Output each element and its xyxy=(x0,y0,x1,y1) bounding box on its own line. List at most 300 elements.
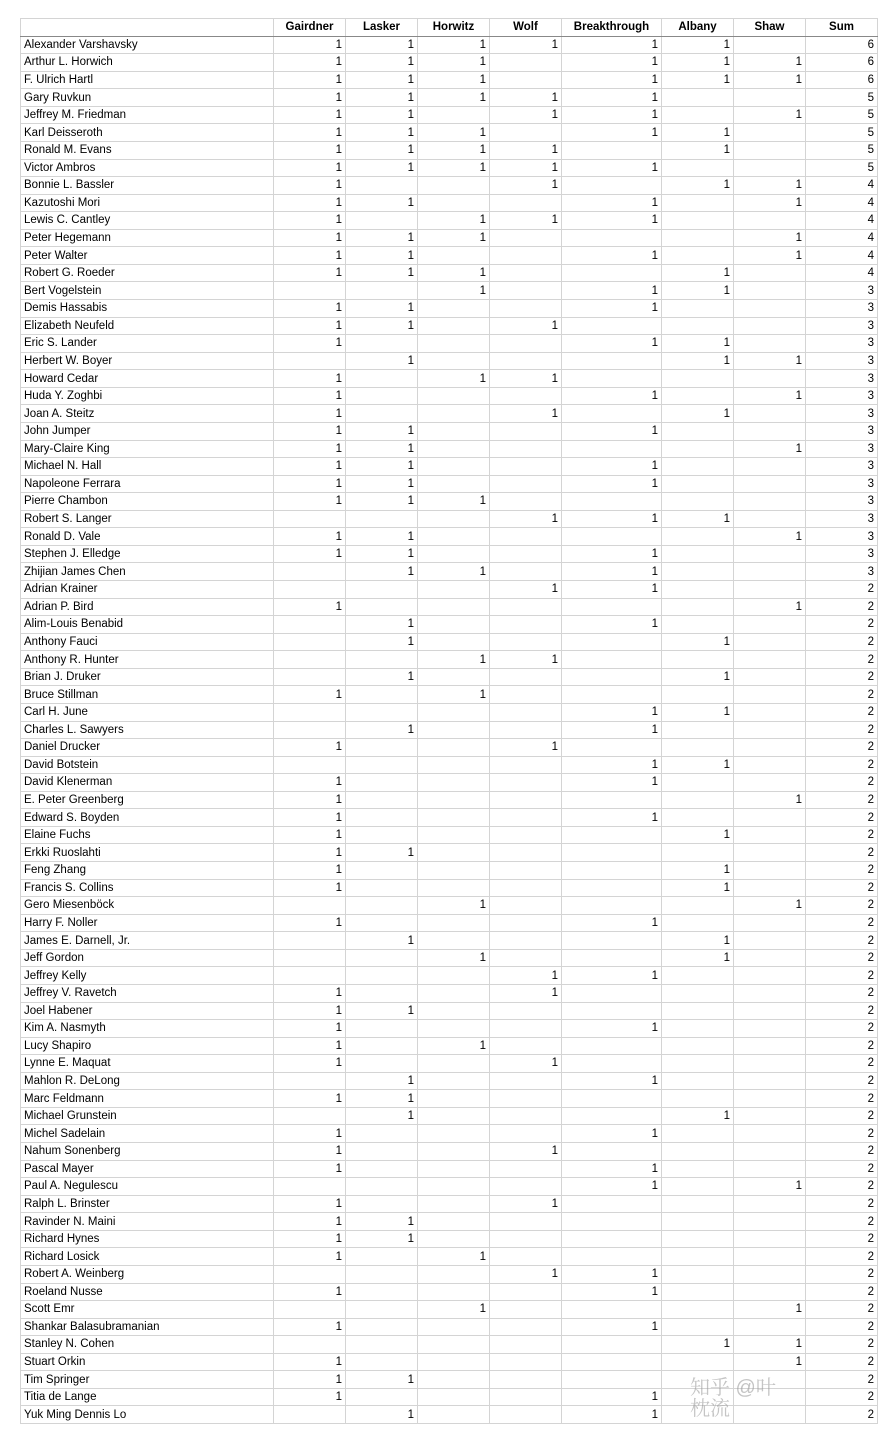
person-name-cell: Francis S. Collins xyxy=(21,879,274,897)
award-cell-breakthrough xyxy=(562,264,662,282)
award-cell-lasker xyxy=(346,949,418,967)
award-cell-wolf xyxy=(490,493,562,511)
award-cell-breakthrough xyxy=(562,1143,662,1161)
award-cell-breakthrough: 1 xyxy=(562,194,662,212)
award-cell-gairdner: 1 xyxy=(274,36,346,54)
award-cell-breakthrough: 1 xyxy=(562,422,662,440)
sum-cell: 6 xyxy=(806,36,878,54)
award-cell-shaw xyxy=(734,914,806,932)
award-cell-albany xyxy=(662,106,734,124)
table-row xyxy=(21,405,878,423)
sum-cell: 2 xyxy=(806,739,878,757)
table-row xyxy=(21,1371,878,1389)
award-cell-albany xyxy=(662,1125,734,1143)
award-cell-horwitz xyxy=(418,739,490,757)
award-cell-gairdner: 1 xyxy=(274,370,346,388)
award-cell-wolf: 1 xyxy=(490,651,562,669)
person-name-cell: Zhijian James Chen xyxy=(21,563,274,581)
table-row xyxy=(21,475,878,493)
award-cell-gairdner: 1 xyxy=(274,1090,346,1108)
award-cell-horwitz xyxy=(418,352,490,370)
award-cell-albany: 1 xyxy=(662,335,734,353)
award-cell-breakthrough: 1 xyxy=(562,545,662,563)
award-cell-wolf xyxy=(490,528,562,546)
award-cell-gairdner: 1 xyxy=(274,826,346,844)
award-cell-gairdner xyxy=(274,1265,346,1283)
table-row xyxy=(21,1265,878,1283)
award-cell-shaw: 1 xyxy=(734,71,806,89)
award-cell-horwitz xyxy=(418,932,490,950)
award-cell-lasker: 1 xyxy=(346,141,418,159)
award-cell-shaw xyxy=(734,1055,806,1073)
person-name-cell: Feng Zhang xyxy=(21,862,274,880)
person-name-cell: Jeffrey Kelly xyxy=(21,967,274,985)
sum-cell: 3 xyxy=(806,528,878,546)
award-cell-horwitz: 1 xyxy=(418,54,490,72)
award-cell-breakthrough xyxy=(562,668,662,686)
award-cell-gairdner: 1 xyxy=(274,1371,346,1389)
award-cell-shaw xyxy=(734,1072,806,1090)
award-cell-wolf xyxy=(490,1213,562,1231)
award-cell-wolf xyxy=(490,897,562,915)
award-cell-gairdner xyxy=(274,949,346,967)
column-header-albany: Albany xyxy=(662,19,734,37)
award-cell-wolf xyxy=(490,194,562,212)
award-cell-albany: 1 xyxy=(662,510,734,528)
award-cell-shaw xyxy=(734,1143,806,1161)
award-cell-albany: 1 xyxy=(662,352,734,370)
sum-cell: 2 xyxy=(806,1055,878,1073)
award-cell-lasker xyxy=(346,1143,418,1161)
award-cell-shaw xyxy=(734,879,806,897)
person-name-cell: Lucy Shapiro xyxy=(21,1037,274,1055)
award-cell-breakthrough: 1 xyxy=(562,106,662,124)
award-cell-shaw: 1 xyxy=(734,897,806,915)
person-name-cell: Huda Y. Zoghbi xyxy=(21,387,274,405)
award-cell-gairdner: 1 xyxy=(274,1213,346,1231)
award-cell-shaw: 1 xyxy=(734,440,806,458)
award-cell-albany xyxy=(662,581,734,599)
sum-cell: 4 xyxy=(806,177,878,195)
award-cell-gairdner xyxy=(274,1336,346,1354)
award-cell-breakthrough xyxy=(562,528,662,546)
sum-cell: 3 xyxy=(806,545,878,563)
table-row xyxy=(21,1143,878,1161)
award-cell-gairdner xyxy=(274,633,346,651)
award-cell-albany xyxy=(662,1072,734,1090)
award-cell-horwitz xyxy=(418,914,490,932)
award-cell-wolf xyxy=(490,1090,562,1108)
award-cell-gairdner xyxy=(274,897,346,915)
award-cell-gairdner xyxy=(274,756,346,774)
award-cell-wolf: 1 xyxy=(490,405,562,423)
award-cell-lasker xyxy=(346,335,418,353)
table-row xyxy=(21,703,878,721)
award-cell-lasker: 1 xyxy=(346,159,418,177)
sum-cell: 2 xyxy=(806,1336,878,1354)
award-cell-horwitz xyxy=(418,510,490,528)
award-cell-horwitz xyxy=(418,405,490,423)
award-cell-gairdner xyxy=(274,721,346,739)
award-cell-breakthrough xyxy=(562,651,662,669)
award-cell-lasker: 1 xyxy=(346,1213,418,1231)
award-cell-lasker: 1 xyxy=(346,1090,418,1108)
award-cell-wolf: 1 xyxy=(490,739,562,757)
award-cell-gairdner: 1 xyxy=(274,862,346,880)
award-cell-wolf xyxy=(490,616,562,634)
award-cell-lasker xyxy=(346,510,418,528)
award-cell-gairdner: 1 xyxy=(274,914,346,932)
table-row xyxy=(21,36,878,54)
sum-cell: 2 xyxy=(806,721,878,739)
table-row xyxy=(21,1020,878,1038)
award-cell-albany: 1 xyxy=(662,141,734,159)
award-cell-wolf xyxy=(490,1353,562,1371)
award-cell-gairdner: 1 xyxy=(274,844,346,862)
award-cell-wolf xyxy=(490,264,562,282)
award-cell-gairdner: 1 xyxy=(274,124,346,142)
person-name-cell: Gero Miesenböck xyxy=(21,897,274,915)
award-cell-gairdner: 1 xyxy=(274,1055,346,1073)
sum-cell: 2 xyxy=(806,1160,878,1178)
award-cell-albany: 1 xyxy=(662,36,734,54)
sum-cell: 2 xyxy=(806,1143,878,1161)
sum-cell: 3 xyxy=(806,510,878,528)
person-name-cell: Stanley N. Cohen xyxy=(21,1336,274,1354)
award-cell-lasker: 1 xyxy=(346,616,418,634)
person-name-cell: Edward S. Boyden xyxy=(21,809,274,827)
award-cell-wolf: 1 xyxy=(490,1143,562,1161)
person-name-cell: Richard Hynes xyxy=(21,1230,274,1248)
award-cell-lasker: 1 xyxy=(346,633,418,651)
sum-cell: 2 xyxy=(806,1371,878,1389)
award-cell-gairdner xyxy=(274,1406,346,1424)
sum-cell: 2 xyxy=(806,1178,878,1196)
award-cell-breakthrough: 1 xyxy=(562,616,662,634)
person-name-cell: Bruce Stillman xyxy=(21,686,274,704)
award-cell-horwitz xyxy=(418,844,490,862)
award-cell-shaw xyxy=(734,949,806,967)
person-name-cell: Alim-Louis Benabid xyxy=(21,616,274,634)
award-cell-shaw xyxy=(734,967,806,985)
award-cell-wolf xyxy=(490,932,562,950)
award-cell-horwitz xyxy=(418,862,490,880)
award-cell-wolf xyxy=(490,1248,562,1266)
table-row xyxy=(21,932,878,950)
award-cell-wolf xyxy=(490,1125,562,1143)
award-cell-wolf xyxy=(490,1020,562,1038)
sum-cell: 4 xyxy=(806,264,878,282)
award-cell-lasker: 1 xyxy=(346,1371,418,1389)
table-row xyxy=(21,1160,878,1178)
award-cell-gairdner: 1 xyxy=(274,247,346,265)
award-cell-albany xyxy=(662,1388,734,1406)
award-cell-albany: 1 xyxy=(662,54,734,72)
award-cell-wolf xyxy=(490,124,562,142)
award-cell-lasker: 1 xyxy=(346,71,418,89)
awards-table xyxy=(20,18,878,1424)
award-cell-lasker: 1 xyxy=(346,844,418,862)
column-header-sum: Sum xyxy=(806,19,878,37)
award-cell-gairdner: 1 xyxy=(274,686,346,704)
award-cell-wolf xyxy=(490,1230,562,1248)
award-cell-shaw xyxy=(734,616,806,634)
award-cell-lasker xyxy=(346,1055,418,1073)
award-cell-lasker xyxy=(346,967,418,985)
award-cell-albany xyxy=(662,809,734,827)
person-name-cell: Lynne E. Maquat xyxy=(21,1055,274,1073)
sum-cell: 2 xyxy=(806,1388,878,1406)
award-cell-albany xyxy=(662,370,734,388)
person-name-cell: Stephen J. Elledge xyxy=(21,545,274,563)
award-cell-horwitz: 1 xyxy=(418,282,490,300)
award-cell-wolf xyxy=(490,1160,562,1178)
award-cell-lasker xyxy=(346,739,418,757)
table-row xyxy=(21,510,878,528)
award-cell-shaw xyxy=(734,1318,806,1336)
award-cell-albany: 1 xyxy=(662,879,734,897)
award-cell-albany xyxy=(662,528,734,546)
award-cell-shaw xyxy=(734,212,806,230)
award-cell-horwitz xyxy=(418,668,490,686)
award-cell-horwitz xyxy=(418,1265,490,1283)
award-cell-shaw xyxy=(734,141,806,159)
award-cell-wolf: 1 xyxy=(490,106,562,124)
award-cell-breakthrough xyxy=(562,493,662,511)
award-cell-shaw xyxy=(734,1388,806,1406)
person-name-cell: David Klenerman xyxy=(21,774,274,792)
table-row xyxy=(21,1107,878,1125)
table-row xyxy=(21,897,878,915)
award-cell-wolf: 1 xyxy=(490,89,562,107)
award-cell-horwitz xyxy=(418,1388,490,1406)
sum-cell: 2 xyxy=(806,1125,878,1143)
award-cell-wolf: 1 xyxy=(490,159,562,177)
award-cell-wolf: 1 xyxy=(490,1195,562,1213)
award-cell-breakthrough: 1 xyxy=(562,458,662,476)
sum-cell: 2 xyxy=(806,1072,878,1090)
award-cell-gairdner xyxy=(274,668,346,686)
award-cell-albany xyxy=(662,914,734,932)
award-cell-wolf xyxy=(490,352,562,370)
sum-cell: 3 xyxy=(806,300,878,318)
award-cell-wolf xyxy=(490,879,562,897)
award-cell-gairdner: 1 xyxy=(274,1195,346,1213)
table-row xyxy=(21,809,878,827)
column-header-lasker: Lasker xyxy=(346,19,418,37)
award-cell-horwitz xyxy=(418,1160,490,1178)
award-cell-breakthrough: 1 xyxy=(562,1318,662,1336)
table-row xyxy=(21,1037,878,1055)
award-cell-gairdner: 1 xyxy=(274,141,346,159)
award-cell-breakthrough: 1 xyxy=(562,71,662,89)
sum-cell: 2 xyxy=(806,633,878,651)
award-cell-albany: 1 xyxy=(662,703,734,721)
person-name-cell: Paul A. Negulescu xyxy=(21,1178,274,1196)
award-cell-horwitz xyxy=(418,335,490,353)
award-cell-gairdner: 1 xyxy=(274,1143,346,1161)
sum-cell: 2 xyxy=(806,1248,878,1266)
award-cell-albany: 1 xyxy=(662,1107,734,1125)
award-cell-lasker xyxy=(346,984,418,1002)
table-row xyxy=(21,1388,878,1406)
award-cell-albany: 1 xyxy=(662,177,734,195)
award-cell-breakthrough xyxy=(562,984,662,1002)
award-cell-lasker xyxy=(346,879,418,897)
award-cell-gairdner: 1 xyxy=(274,545,346,563)
award-cell-shaw xyxy=(734,264,806,282)
award-cell-horwitz xyxy=(418,756,490,774)
award-cell-breakthrough xyxy=(562,739,662,757)
award-cell-lasker xyxy=(346,774,418,792)
award-cell-lasker xyxy=(346,370,418,388)
person-name-cell: James E. Darnell, Jr. xyxy=(21,932,274,950)
sum-cell: 2 xyxy=(806,1002,878,1020)
award-cell-breakthrough xyxy=(562,229,662,247)
award-cell-albany: 1 xyxy=(662,1336,734,1354)
table-row xyxy=(21,194,878,212)
sum-cell: 3 xyxy=(806,317,878,335)
award-cell-gairdner xyxy=(274,967,346,985)
sum-cell: 2 xyxy=(806,756,878,774)
award-cell-lasker: 1 xyxy=(346,545,418,563)
award-cell-lasker xyxy=(346,1336,418,1354)
award-cell-albany xyxy=(662,1143,734,1161)
table-row xyxy=(21,616,878,634)
award-cell-breakthrough: 1 xyxy=(562,1072,662,1090)
award-cell-wolf xyxy=(490,440,562,458)
sum-cell: 3 xyxy=(806,458,878,476)
award-cell-gairdner: 1 xyxy=(274,54,346,72)
award-cell-lasker: 1 xyxy=(346,1002,418,1020)
award-cell-gairdner: 1 xyxy=(274,809,346,827)
award-cell-shaw xyxy=(734,1107,806,1125)
award-cell-lasker: 1 xyxy=(346,89,418,107)
award-cell-horwitz xyxy=(418,422,490,440)
award-cell-gairdner: 1 xyxy=(274,1037,346,1055)
award-cell-horwitz xyxy=(418,177,490,195)
award-cell-wolf: 1 xyxy=(490,177,562,195)
award-cell-horwitz xyxy=(418,440,490,458)
award-cell-shaw: 1 xyxy=(734,177,806,195)
award-cell-shaw xyxy=(734,739,806,757)
award-cell-horwitz xyxy=(418,1371,490,1389)
person-name-cell: Herbert W. Boyer xyxy=(21,352,274,370)
award-cell-shaw xyxy=(734,1371,806,1389)
award-cell-shaw xyxy=(734,1037,806,1055)
award-cell-shaw xyxy=(734,1195,806,1213)
award-cell-albany: 1 xyxy=(662,949,734,967)
award-cell-shaw xyxy=(734,475,806,493)
award-cell-albany xyxy=(662,493,734,511)
award-cell-gairdner: 1 xyxy=(274,212,346,230)
sum-cell: 5 xyxy=(806,124,878,142)
award-cell-shaw xyxy=(734,405,806,423)
award-cell-gairdner xyxy=(274,563,346,581)
award-cell-breakthrough xyxy=(562,177,662,195)
sum-cell: 5 xyxy=(806,159,878,177)
award-cell-breakthrough xyxy=(562,598,662,616)
table-row xyxy=(21,177,878,195)
award-cell-lasker xyxy=(346,1125,418,1143)
sum-cell: 3 xyxy=(806,387,878,405)
award-cell-wolf xyxy=(490,335,562,353)
person-name-cell: Shankar Balasubramanian xyxy=(21,1318,274,1336)
award-cell-breakthrough xyxy=(562,1353,662,1371)
table-row xyxy=(21,1353,878,1371)
award-cell-breakthrough: 1 xyxy=(562,914,662,932)
award-cell-lasker: 1 xyxy=(346,563,418,581)
award-cell-horwitz: 1 xyxy=(418,1037,490,1055)
person-name-cell: Elaine Fuchs xyxy=(21,826,274,844)
sum-cell: 3 xyxy=(806,370,878,388)
table-row xyxy=(21,229,878,247)
award-cell-horwitz xyxy=(418,826,490,844)
award-cell-albany xyxy=(662,651,734,669)
award-cell-shaw: 1 xyxy=(734,791,806,809)
award-cell-breakthrough: 1 xyxy=(562,1406,662,1424)
award-cell-albany xyxy=(662,159,734,177)
award-cell-wolf: 1 xyxy=(490,370,562,388)
award-cell-albany xyxy=(662,1283,734,1301)
award-cell-lasker: 1 xyxy=(346,440,418,458)
award-cell-breakthrough xyxy=(562,1213,662,1231)
sum-cell: 2 xyxy=(806,1213,878,1231)
sum-cell: 2 xyxy=(806,809,878,827)
award-cell-gairdner: 1 xyxy=(274,493,346,511)
award-cell-wolf xyxy=(490,756,562,774)
award-cell-wolf xyxy=(490,387,562,405)
sum-cell: 2 xyxy=(806,1230,878,1248)
sum-cell: 3 xyxy=(806,440,878,458)
table-row xyxy=(21,686,878,704)
award-cell-lasker xyxy=(346,826,418,844)
award-cell-wolf xyxy=(490,1283,562,1301)
person-name-cell: E. Peter Greenberg xyxy=(21,791,274,809)
person-name-cell: F. Ulrich Hartl xyxy=(21,71,274,89)
person-name-cell: Jeffrey V. Ravetch xyxy=(21,984,274,1002)
sum-cell: 4 xyxy=(806,212,878,230)
award-cell-albany xyxy=(662,1002,734,1020)
award-cell-breakthrough: 1 xyxy=(562,1020,662,1038)
sum-cell: 2 xyxy=(806,879,878,897)
award-cell-shaw xyxy=(734,703,806,721)
award-cell-gairdner xyxy=(274,1301,346,1319)
award-cell-albany xyxy=(662,440,734,458)
award-cell-shaw xyxy=(734,510,806,528)
table-row xyxy=(21,844,878,862)
award-cell-shaw: 1 xyxy=(734,54,806,72)
table-row xyxy=(21,967,878,985)
sum-cell: 3 xyxy=(806,405,878,423)
award-cell-shaw xyxy=(734,282,806,300)
sum-cell: 2 xyxy=(806,791,878,809)
award-cell-horwitz: 1 xyxy=(418,89,490,107)
award-cell-shaw xyxy=(734,1160,806,1178)
award-cell-shaw xyxy=(734,633,806,651)
sum-cell: 2 xyxy=(806,598,878,616)
award-cell-shaw xyxy=(734,686,806,704)
award-cell-albany xyxy=(662,300,734,318)
award-cell-horwitz: 1 xyxy=(418,159,490,177)
award-cell-gairdner: 1 xyxy=(274,739,346,757)
table-row xyxy=(21,1055,878,1073)
award-cell-shaw xyxy=(734,862,806,880)
award-cell-lasker xyxy=(346,177,418,195)
award-cell-albany: 1 xyxy=(662,282,734,300)
sum-cell: 2 xyxy=(806,1195,878,1213)
person-name-cell: Bonnie L. Bassler xyxy=(21,177,274,195)
